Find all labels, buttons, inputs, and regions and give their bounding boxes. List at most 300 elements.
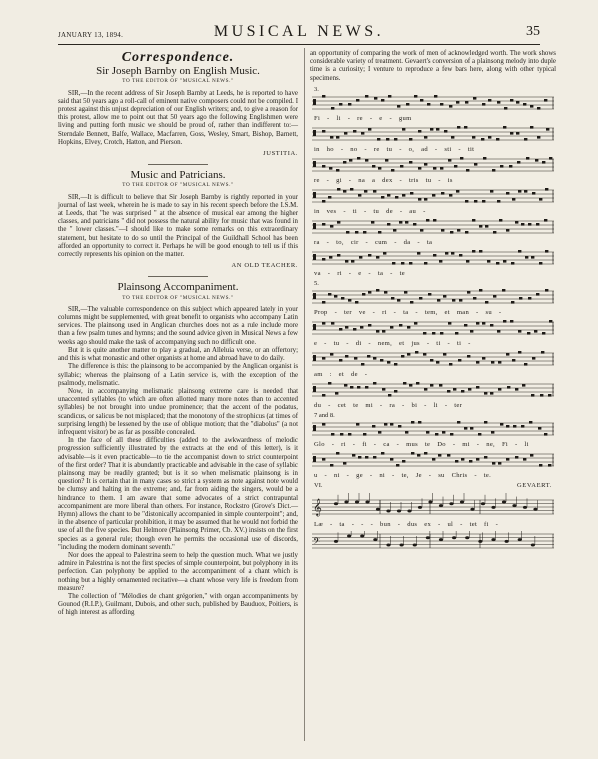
neume <box>445 252 448 255</box>
neume <box>451 252 454 255</box>
neume <box>335 392 338 395</box>
note-head <box>386 544 390 547</box>
neume <box>373 456 376 459</box>
neume <box>328 196 331 199</box>
neume <box>363 231 366 234</box>
staff-lyric: am : et de - <box>314 371 368 379</box>
neume <box>491 361 494 364</box>
neume <box>358 456 361 459</box>
neume <box>362 293 365 296</box>
neume <box>523 103 526 106</box>
neume <box>382 388 385 391</box>
neume <box>500 423 503 426</box>
neume <box>424 388 427 391</box>
neume <box>517 161 520 164</box>
article-patricians <box>58 171 298 270</box>
neume <box>487 260 490 263</box>
neume <box>387 194 390 197</box>
neume <box>346 231 349 234</box>
neume <box>382 330 385 333</box>
neume <box>420 229 423 232</box>
neume <box>473 297 476 300</box>
plainsong-staff <box>310 381 556 402</box>
neume <box>548 464 551 467</box>
neume <box>383 252 386 255</box>
neume <box>530 126 533 129</box>
neume <box>457 229 460 232</box>
neume <box>538 427 541 430</box>
neume <box>439 384 442 387</box>
neume <box>414 95 417 98</box>
neume <box>413 223 416 226</box>
neume <box>411 421 414 424</box>
neume <box>372 425 375 428</box>
plainsong-staff <box>310 94 556 115</box>
neume <box>529 421 532 424</box>
clef-mark <box>313 161 316 167</box>
neume <box>510 132 513 135</box>
note-head <box>407 510 411 513</box>
neume <box>447 454 450 457</box>
neume <box>337 221 340 224</box>
neume <box>522 384 525 387</box>
note-head <box>481 503 485 506</box>
neume <box>355 231 358 234</box>
neume <box>430 128 433 131</box>
neume <box>499 219 502 222</box>
neume <box>459 299 462 302</box>
neume <box>343 190 346 193</box>
neume <box>424 452 427 455</box>
note-head <box>373 539 377 542</box>
neume <box>345 260 348 263</box>
neume <box>506 353 509 356</box>
neume <box>394 390 397 393</box>
neume <box>414 322 417 325</box>
neume <box>435 433 438 436</box>
neume <box>535 159 538 162</box>
note-head <box>439 539 443 542</box>
neume <box>339 359 342 362</box>
neume <box>536 223 539 226</box>
neume <box>397 299 400 302</box>
neume <box>470 330 473 333</box>
note-head <box>460 501 464 504</box>
neume <box>441 229 444 232</box>
example-composer: GEVAERT. <box>516 482 552 490</box>
neume <box>426 219 429 222</box>
neume <box>472 250 475 253</box>
neume <box>384 291 387 294</box>
neume <box>353 130 356 133</box>
neume <box>452 299 455 302</box>
neume <box>478 433 481 436</box>
neume <box>464 126 467 129</box>
neume <box>492 462 495 465</box>
article-title: Sir Joseph Barnby on English Music. <box>96 65 260 78</box>
clef-mark <box>313 355 316 361</box>
neume <box>485 225 488 228</box>
continuation-paragraph: an opportunity of comparing the work of men of acknowledged worth. The work shows considerable variety of treatment. Gevaert's conversion of a plainsong melody into duple time is a curiosity; I venture to reproduce a few bars here, along with other typical specimens. <box>310 50 556 82</box>
neume <box>484 392 487 395</box>
neume <box>343 161 346 164</box>
neume <box>539 198 542 201</box>
neume <box>512 198 515 201</box>
neume <box>532 357 535 360</box>
neume <box>511 262 514 265</box>
neume <box>341 297 344 300</box>
neume <box>496 138 499 141</box>
neume <box>539 464 542 467</box>
article-barnby <box>58 67 298 158</box>
article-paragraph: The difference is this: the plainsong to be accompanied by the Anglican organist is syllabic; whereas the plainsong of a Latin service is, with the exception of the psalmody, melismatic. <box>58 363 298 387</box>
neume <box>390 326 393 329</box>
neume <box>448 322 451 325</box>
neume <box>490 392 493 395</box>
addressee-line: TO THE EDITOR OF "MUSICAL NEWS." <box>122 78 234 85</box>
neume <box>456 101 459 104</box>
neume <box>479 250 482 253</box>
neume <box>336 169 339 172</box>
article-paragraph: The collection of "Mélodies de chant grégorien," with organ accompaniments by Gounod (R.I.P.), Guilmant, Dubois, and other such, published by Bauduox, Poitiers, is of high interest as affording <box>58 592 298 617</box>
neume <box>329 167 332 170</box>
neume <box>423 332 426 335</box>
neume <box>532 192 535 195</box>
neume <box>443 353 446 356</box>
staff-lyric: in ho - no - re tu - o, ad - sti - tit <box>314 146 475 154</box>
neume <box>339 328 342 331</box>
neume <box>526 157 529 160</box>
neume <box>361 363 364 366</box>
note-head <box>533 508 537 511</box>
neume <box>492 169 495 172</box>
plainsong-staff <box>310 350 556 371</box>
neume <box>401 262 404 265</box>
neume <box>490 324 493 327</box>
neume <box>405 221 408 224</box>
neume <box>540 394 543 397</box>
neume <box>340 433 343 436</box>
neume <box>322 258 325 261</box>
neume <box>359 256 362 259</box>
neume <box>476 361 479 364</box>
neume <box>433 219 436 222</box>
neume <box>388 394 391 397</box>
neume <box>539 262 542 265</box>
note-head <box>491 539 495 542</box>
neume <box>497 101 500 104</box>
neume <box>515 221 518 224</box>
clef-mark <box>313 456 316 462</box>
neume <box>397 105 400 108</box>
neume <box>447 390 450 393</box>
neume <box>502 289 505 292</box>
neume <box>461 390 464 393</box>
neume <box>484 421 487 424</box>
neume <box>510 320 513 323</box>
neume <box>537 107 540 110</box>
neume <box>449 105 452 108</box>
plainsong-staff <box>310 156 556 177</box>
note-head <box>478 540 482 543</box>
neume <box>521 425 524 428</box>
neume <box>344 132 347 135</box>
neume <box>322 95 325 98</box>
neume <box>348 299 351 302</box>
note-head <box>449 503 453 506</box>
neume <box>348 433 351 436</box>
neume <box>525 256 528 259</box>
neume <box>410 301 413 304</box>
neume <box>470 427 473 430</box>
neume <box>542 332 545 335</box>
neume <box>488 136 491 139</box>
neume <box>395 196 398 199</box>
neume <box>530 105 533 108</box>
note-head <box>426 537 430 540</box>
note-head <box>355 501 359 504</box>
neume <box>490 190 493 193</box>
staff-lyric: u - ni - ge - ni - te, Je - su Chris - te. <box>314 472 492 480</box>
note-head <box>386 510 390 513</box>
neume <box>527 332 530 335</box>
clef-mark <box>313 425 316 431</box>
neume <box>503 320 506 323</box>
neume <box>464 427 467 430</box>
neume <box>368 324 371 327</box>
header-rule <box>58 44 540 45</box>
note-head <box>428 501 432 504</box>
neume <box>354 357 357 360</box>
neume <box>381 452 384 455</box>
neume <box>524 190 527 193</box>
neume <box>466 260 469 263</box>
neume <box>365 456 368 459</box>
neume <box>402 194 405 197</box>
neume <box>339 103 342 106</box>
staff-lyric: Glo - ri - fi - ca - mus te Do - mi - ne, Fi - li <box>314 441 529 449</box>
neume <box>417 454 420 457</box>
neume <box>406 103 409 106</box>
neume <box>430 359 433 362</box>
neume <box>430 384 433 387</box>
neume <box>337 254 340 257</box>
neume <box>513 425 516 428</box>
staff-lyric: du - cet te mi - ra - bi - li - ter <box>314 402 463 410</box>
staff-lyric: Læ - ta - - - bun - dus ex - ul - tet fi - <box>314 521 499 529</box>
column-divider <box>304 48 305 741</box>
neume <box>438 454 441 457</box>
article-paragraph: Now, in accompanying melismatic plainsong extreme care is needed that unaccented syllables (to which are often allotted many more notes than to accented syllables) be not brought into undue prominence; that the accent of the podatus, scandicus, or salicus be not misplaced; that the monotony of the strophicus (at times of surprising length) be lessened by the use of oblique motion; that the "diabolus" (a not infrequent visitor) be as far as possible concealed. <box>58 387 298 436</box>
neume <box>424 163 427 166</box>
neume <box>465 200 468 203</box>
neume <box>378 431 381 434</box>
neume <box>476 458 479 461</box>
neume <box>417 252 420 255</box>
music-examples <box>310 86 556 554</box>
neume <box>506 425 509 428</box>
neume <box>498 361 501 364</box>
note-head <box>413 544 417 547</box>
neume <box>345 355 348 358</box>
neume <box>409 384 412 387</box>
neume <box>373 357 376 360</box>
neume <box>371 221 374 224</box>
neume <box>509 165 512 168</box>
neume <box>497 200 500 203</box>
neume <box>387 361 390 364</box>
neume <box>461 458 464 461</box>
neume <box>518 250 521 253</box>
neume <box>507 386 510 389</box>
neume <box>523 458 526 461</box>
neume <box>546 128 549 131</box>
neume <box>545 250 548 253</box>
neume <box>481 138 484 141</box>
note-head <box>523 506 527 509</box>
neume <box>472 219 475 222</box>
neume <box>405 431 408 434</box>
neume <box>391 297 394 300</box>
neume <box>448 159 451 162</box>
note-head <box>347 535 351 538</box>
neume <box>322 394 325 397</box>
neume <box>440 332 443 335</box>
article-paragraph: But it is quite another matter to play a gradual, an Alleluia verse, or an offertory; and this is what monastic and other organists at home and abroad have to do daily. <box>58 346 298 363</box>
neume <box>472 136 475 139</box>
neume <box>424 262 427 265</box>
neume <box>418 130 421 133</box>
right-column <box>310 50 556 553</box>
neume <box>376 330 379 333</box>
note-head <box>400 544 404 547</box>
neume <box>442 431 445 434</box>
neume <box>356 423 359 426</box>
neume <box>544 99 547 102</box>
neume <box>396 464 399 467</box>
neume <box>434 95 437 98</box>
neume <box>524 138 527 141</box>
neume <box>474 163 477 166</box>
article-paragraph: SIR,—It is difficult to believe that Sir Joseph Barnby is rightly reported in your journal of last week, wherein he is made to say in his recent speech before the I.S.M. at Leeds, that "he was surprised " at the absence of musical ear among the higher classes, and patricians " did not possess the natural ability for music that was found in the " lower classes."—I should like to make some remarks on this extraordinary statement, but hesitate to do so until the Principal of the Guildhall School has been afforded an opportunity to correct it. Perhaps he will be good enough to tell us if this correctly represents his opinion on the matter. <box>58 193 298 259</box>
neume <box>467 291 470 294</box>
note-head <box>505 540 509 543</box>
neume <box>400 165 403 168</box>
neume <box>372 165 375 168</box>
neume <box>518 351 521 354</box>
neume <box>368 254 371 257</box>
neume <box>531 394 534 397</box>
neume <box>420 99 423 102</box>
neume <box>345 326 348 329</box>
note-head <box>518 539 522 542</box>
neume <box>432 194 435 197</box>
neume <box>351 260 354 263</box>
note-head <box>465 537 469 540</box>
neume <box>337 188 340 191</box>
treble-clef-icon: 𝄞 <box>313 498 322 517</box>
neume <box>322 458 325 461</box>
neume <box>455 460 458 463</box>
neume <box>364 190 367 193</box>
note-head <box>531 544 535 547</box>
neume <box>459 254 462 257</box>
modern-example-heading <box>310 482 556 491</box>
neume <box>368 291 371 294</box>
section-heading: Correspondence. <box>121 50 235 65</box>
neume <box>457 421 460 424</box>
neume <box>482 200 485 203</box>
neume <box>504 107 507 110</box>
plainsong-staff <box>310 288 556 309</box>
neume <box>331 433 334 436</box>
neume <box>476 322 479 325</box>
neume <box>436 128 439 131</box>
clef-mark <box>313 192 316 198</box>
neume <box>391 169 394 172</box>
neume <box>418 198 421 201</box>
neume <box>519 297 522 300</box>
neume <box>322 423 325 426</box>
neume <box>515 388 518 391</box>
staff-lyric: Fi - li - re - e - gum <box>314 115 412 123</box>
neume <box>381 196 384 199</box>
neume <box>541 351 544 354</box>
neume <box>450 433 453 436</box>
neume <box>365 159 368 162</box>
neume <box>360 326 363 329</box>
neume <box>322 322 325 325</box>
neume <box>331 322 334 325</box>
addressee-line: TO THE EDITOR OF "MUSICAL NEWS." <box>122 182 234 189</box>
article-paragraph: Nor does the appeal to Palestrina seem to help the question much. What we justly admire in Palestrina is not the first species of simple counterpoint, but polyphony in its perfection. Can polyphony be applied to the accompaniment of a chant which is nothing but a highly ornamented recitative—a chant whose very life is freedom from measure? <box>58 551 298 592</box>
neume <box>363 433 366 436</box>
neume <box>549 320 552 323</box>
plainsong-staff <box>310 451 556 472</box>
neume <box>503 260 506 263</box>
neume <box>511 301 514 304</box>
neume <box>355 301 358 304</box>
clef-mark <box>313 324 316 330</box>
neume <box>493 231 496 234</box>
neume <box>386 138 389 141</box>
left-column <box>58 50 298 618</box>
note-head <box>452 537 456 540</box>
neume <box>388 95 391 98</box>
neume <box>530 454 533 457</box>
note-head <box>439 505 443 508</box>
article-plainsong <box>58 283 298 617</box>
example-number: 3. <box>314 85 319 93</box>
neume <box>469 460 472 463</box>
neume <box>468 388 471 391</box>
issue-date: JANUARY 13, 1894. <box>58 31 124 39</box>
neume <box>322 301 325 304</box>
neume <box>545 289 548 292</box>
example-number: 5. <box>314 280 319 288</box>
neume <box>506 229 509 232</box>
note-head <box>365 501 369 504</box>
clef-mark <box>313 386 316 392</box>
neume <box>322 200 325 203</box>
example-number: VI. <box>314 482 323 490</box>
neume <box>350 386 353 389</box>
neume <box>331 107 334 110</box>
neume <box>506 192 509 195</box>
neume <box>393 229 396 232</box>
neume <box>330 353 333 356</box>
neume <box>411 452 414 455</box>
